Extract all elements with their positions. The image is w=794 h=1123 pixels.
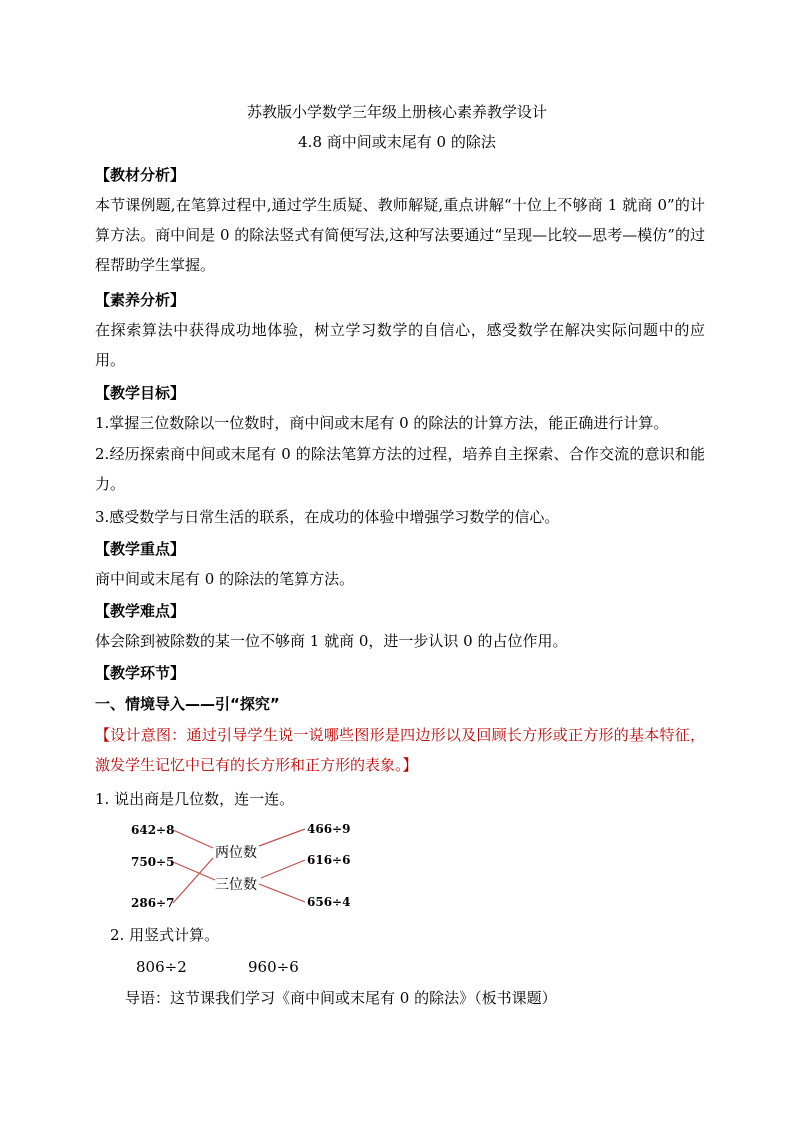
match-line [259, 884, 305, 902]
difficulties-text: 体会除到被除数的某一位不够商 1 就商 0，进一步认识 0 的占位作用。 [95, 632, 568, 650]
match-line [261, 860, 305, 878]
teaching-goal-2: 2.经历探索商中间或末尾有 0 的除法笔算方法的过程，培养自主探索、合作交流的意识和能力。 [95, 445, 705, 493]
left-expr-2: 750÷5 [131, 855, 175, 869]
match-line [259, 829, 305, 846]
textbook-analysis-text: 本节课例题,在笔算过程中,通过学生质疑、教师解疑,重点讲解“十位上不够商 1 就商 0”的计算方法。商中间是 0 的除法竖式有简便写法,这种写法要通过“呈现—比较—思考—模仿”的过程帮助学生掌握。 [95, 196, 705, 274]
heading-textbook-analysis: 【教材分析】 [95, 166, 186, 184]
key-points-text: 商中间或末尾有 0 的除法的笔算方法。 [95, 570, 355, 588]
document-subtitle: 4.8 商中间或末尾有 0 的除法 [298, 133, 496, 151]
design-intent-text: 【设计意图：通过引导学生说一说哪些图形是四边形以及回顾长方形或正方形的基本特征，激发学生记忆中已有的长方形和正方形的表象。】 [95, 726, 705, 774]
teaching-goal-1: 1.掌握三位数除以一位数时，商中间或末尾有 0 的除法的计算方法，能正确进行计算。 [95, 414, 669, 432]
lead-in-text: 导语：这节课我们学习《商中间或末尾有 0 的除法》（板书课题） [125, 989, 557, 1007]
heading-teaching-steps: 【教学环节】 [95, 664, 186, 682]
left-expr-3: 286÷7 [131, 896, 175, 910]
middle-label-two-digit: 两位数 [215, 845, 257, 861]
heading-difficulties: 【教学难点】 [95, 602, 186, 620]
match-line [173, 830, 213, 848]
match-line [173, 862, 215, 880]
heading-key-points: 【教学重点】 [95, 540, 186, 558]
question-2: 2. 用竖式计算。 [110, 926, 220, 944]
document-title: 苏教版小学数学三年级上册核心素养教学设计 [246, 103, 547, 121]
heading-competency-analysis: 【素养分析】 [95, 291, 186, 309]
right-expr-2: 616÷6 [307, 853, 351, 867]
part1-heading: 一、情境导入——引“探究” [95, 695, 280, 713]
teaching-goal-3: 3.感受数学与日常生活的联系，在成功的体验中增强学习数学的信心。 [95, 508, 560, 526]
calc-expression-2: 960÷6 [248, 958, 299, 976]
calc-expression-1: 806÷2 [136, 958, 187, 976]
left-expr-1: 642÷8 [131, 823, 175, 837]
right-expr-3: 656÷4 [307, 895, 351, 909]
matching-diagram [125, 818, 365, 914]
question-1: 1. 说出商是几位数，连一连。 [95, 790, 295, 808]
middle-label-three-digit: 三位数 [215, 877, 257, 893]
competency-analysis-text: 在探索算法中获得成功地体验，树立学习数学的自信心，感受数学在解决实际问题中的应用。 [95, 321, 705, 369]
heading-teaching-goals: 【教学目标】 [95, 384, 186, 402]
right-expr-1: 466÷9 [307, 822, 351, 836]
